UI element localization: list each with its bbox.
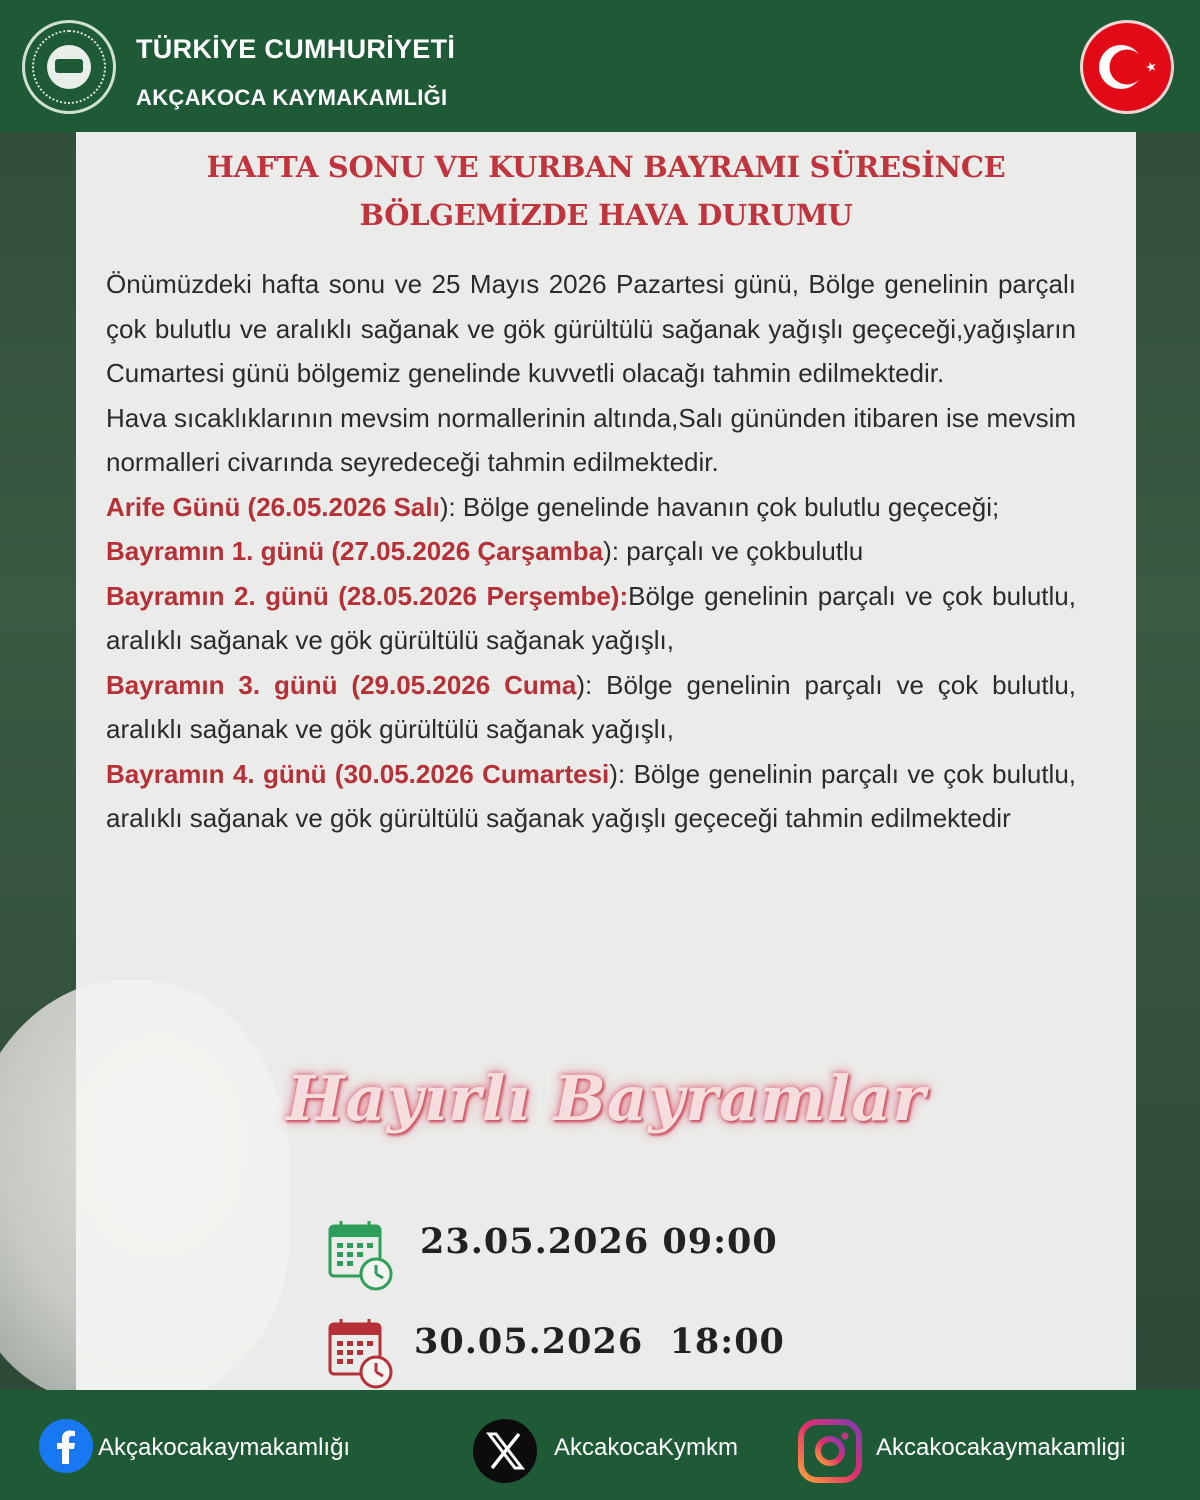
day-label: Bayramın 1. günü (27.05.2026 Çarşamba <box>106 536 604 566</box>
calendar-clock-icon <box>326 1316 396 1390</box>
day-text: ): parçalı ve çokbulutlu <box>603 536 864 566</box>
turkish-flag-icon <box>1080 20 1174 114</box>
day-label: Bayramın 3. günü (29.05.2026 Cuma <box>106 669 577 700</box>
announcement-title-line1: HAFTA SONU VE KURBAN BAYRAMI SÜRESİNCE <box>206 150 1006 184</box>
day-label: Bayramın 2. günü (28.05.2026 Perşembe): <box>106 580 629 611</box>
intro-paragraph: Önümüzdeki hafta sonu ve 25 Mayıs 2026 Pazartesi günü, Bölge genelinin parçalı çok bulutlu ve aralıklı sağanak ve gök gürültülü sağanak yağışlı geçeceği,yağışların Cumartesi günü bölgemiz genelinde kuvvetli olacağı tahmin edilmektedir. <box>106 269 1076 388</box>
day-forecast-3 <box>106 663 1076 752</box>
day-forecast-2 <box>106 574 1076 663</box>
instagram-icon[interactable] <box>797 1418 863 1484</box>
day-text: ): Bölge genelinde havanın çok bulutlu geçeceği; <box>439 491 1000 522</box>
instagram-handle[interactable]: Akcakocakaymakamligi <box>876 1434 1126 1461</box>
day-text: ): Bölge genelinin parçalı ve çok bulutlu, aralıklı sağanak ve gök gürültülü sağanak yağışlı geçeceği tahmin edilmektedir <box>106 758 1077 833</box>
header-band <box>0 0 1200 132</box>
greeting-text: Hayırlı Bayramlar <box>285 1062 927 1135</box>
day-forecast-1 <box>106 529 1076 574</box>
x-icon[interactable] <box>467 1418 543 1484</box>
social-footer <box>0 1390 1200 1500</box>
day-text: ): Bölge genelinin parçalı ve çok bulutlu, aralıklı sağanak ve gök gürültülü sağanak yağışlı, <box>106 669 1077 744</box>
start-datetime: 23.05.2026 09:00 <box>420 1221 778 1262</box>
day-forecast-4 <box>106 752 1076 841</box>
header-title: TÜRKİYE CUMHURİYETİ <box>136 34 456 64</box>
district-governorship-emblem-icon <box>22 20 116 114</box>
temperature-paragraph: Hava sıcaklıklarının mevsim normallerinin altında,Salı gününden itibaren ise mevsim normalleri civarında seyredeceği tahmin edilmektedir. <box>106 402 1076 477</box>
announcement-body <box>106 262 1076 841</box>
calendar-clock-icon <box>326 1218 396 1292</box>
announcement-title-line2: BÖLGEMİZDE HAVA DURUMU <box>359 198 853 232</box>
day-label: Arife Günü (26.05.2026 Salı <box>106 491 440 522</box>
end-datetime: 30.05.2026 18:00 <box>414 1321 785 1362</box>
day-text: Bölge genelinin parçalı ve çok bulutlu, aralıklı sağanak ve gök gürültülü sağanak yağışlı, <box>106 580 1076 655</box>
day-label: Bayramın 4. günü (30.05.2026 Cumartesi <box>106 758 610 789</box>
x-handle[interactable]: AkcakocaKymkm <box>554 1434 739 1461</box>
announcement-card <box>76 132 1136 1390</box>
facebook-icon[interactable] <box>38 1418 94 1474</box>
day-forecast-arife <box>106 485 1076 530</box>
facebook-handle[interactable]: Akçakocakaymakamlığı <box>98 1434 351 1461</box>
header-subtitle: AKÇAKOCA KAYMAKAMLIĞI <box>136 85 448 110</box>
